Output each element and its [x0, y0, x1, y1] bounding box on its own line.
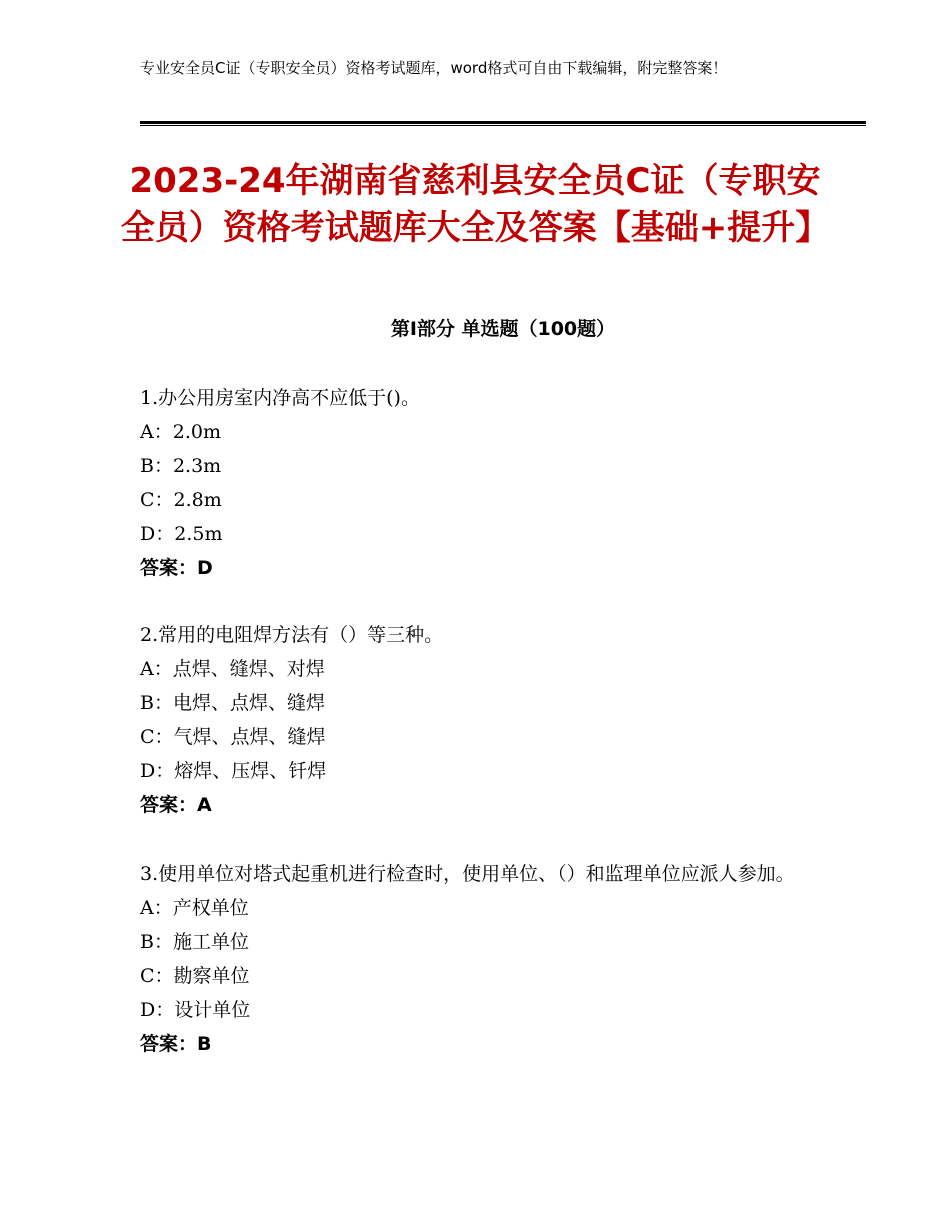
option-a	[140, 891, 840, 925]
option-label: B：	[140, 692, 173, 714]
option-text: 电焊、点焊、缝焊	[172, 692, 325, 714]
option-label: C：	[140, 489, 174, 511]
option-b	[140, 449, 840, 483]
option-label: B：	[140, 931, 173, 953]
option-label: C：	[140, 965, 174, 987]
option-text: 气焊、点焊、缝焊	[173, 726, 326, 748]
option-text: 设计单位	[174, 999, 251, 1021]
option-text: 熔焊、压焊、钎焊	[174, 760, 327, 782]
section-heading: 第Ⅰ部分 单选题（100题）	[390, 318, 616, 340]
option-a	[140, 415, 840, 449]
option-text: 产权单位	[172, 897, 249, 919]
question-1	[140, 381, 840, 585]
option-text: 勘察单位	[173, 965, 250, 987]
option-c	[140, 483, 840, 517]
option-a	[140, 652, 840, 686]
option-text: 2.3m	[172, 455, 222, 477]
answer-line: 答案：A	[140, 794, 212, 816]
option-c	[140, 720, 840, 754]
option-b	[140, 925, 840, 959]
option-label: D：	[140, 523, 175, 545]
option-label: A：	[140, 658, 173, 680]
header-note: 专业安全员C证（专职安全员）资格考试题库，word格式可自由下载编辑，附完整答案！	[140, 59, 728, 77]
option-label: D：	[140, 999, 175, 1021]
option-d	[140, 517, 840, 551]
option-label: C：	[140, 726, 174, 748]
option-text: 2.0m	[172, 421, 221, 443]
option-d	[140, 993, 840, 1027]
option-text: 点焊、缝焊、对焊	[172, 658, 325, 680]
option-label: A：	[140, 897, 173, 919]
answer-line: 答案：D	[140, 557, 213, 579]
option-text: 2.5m	[174, 523, 223, 545]
header-divider-thin	[140, 125, 866, 126]
option-d	[140, 754, 840, 788]
option-b	[140, 686, 840, 720]
header-divider-thick	[140, 121, 866, 124]
option-text: 2.8m	[173, 489, 222, 511]
question-stem: 2.常用的电阻焊方法有（）等三种。	[140, 624, 444, 646]
option-text: 施工单位	[172, 931, 249, 953]
option-label: D：	[140, 760, 175, 782]
answer-line: 答案：B	[140, 1033, 212, 1055]
question-stem: 3.使用单位对塔式起重机进行检查时，使用单位、（）和监理单位应派人参加。	[140, 863, 795, 885]
option-c	[140, 959, 840, 993]
option-label: B：	[140, 455, 173, 477]
question-stem: 1.办公用房室内净高不应低于()。	[140, 387, 420, 409]
option-label: A：	[140, 421, 173, 443]
document-title: 2023-24年湖南省慈利县安全员C证（专职安全员）资格考试题库大全及答案【基础+提升】	[120, 161, 830, 248]
question-3	[140, 857, 840, 1061]
question-2	[140, 618, 840, 822]
